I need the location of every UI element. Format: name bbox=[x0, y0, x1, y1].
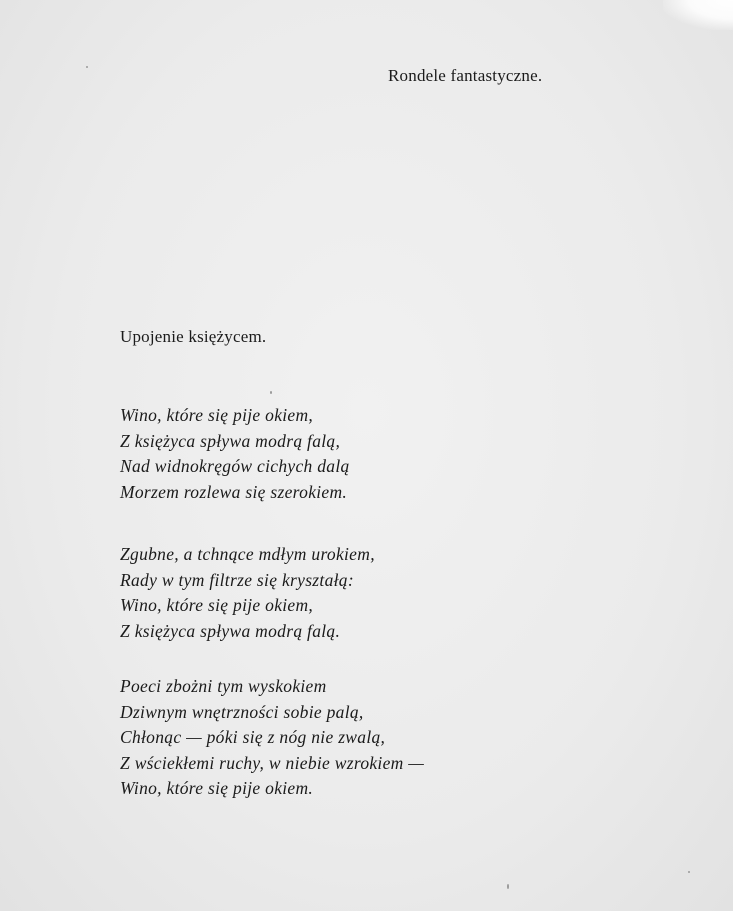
verse-line: Nad widnokręgów cichych dalą bbox=[120, 456, 350, 476]
verse-line: Wino, które się pije okiem, bbox=[120, 405, 314, 425]
paper-speck bbox=[270, 391, 272, 394]
verse-line: Z księżyca spływa modrą falą. bbox=[120, 620, 341, 641]
paper-speck bbox=[688, 871, 690, 873]
poem-title: Upojenie księżycem. bbox=[120, 327, 267, 346]
verse-line: Zgubne, a tchnące mdłym urokiem, bbox=[120, 544, 375, 564]
verse-line: Dziwnym wnętrzności sobie palą, bbox=[120, 701, 364, 722]
verse-line: Z wściekłemi ruchy, w niebie wzrokiem — bbox=[120, 752, 425, 773]
running-head: Rondele fantastyczne. bbox=[388, 66, 543, 85]
stanza-1 bbox=[120, 403, 350, 505]
page-corner-highlight bbox=[663, 0, 733, 30]
paper-speck bbox=[86, 66, 88, 68]
verse-line: Rady w tym filtrze się kryształą: bbox=[120, 569, 354, 590]
stanza-3 bbox=[120, 674, 424, 802]
verse-line: Morzem rozlewa się szerokiem. bbox=[120, 481, 348, 502]
paper-speck bbox=[507, 884, 509, 889]
verse-line: Wino, które się pije okiem. bbox=[120, 778, 314, 798]
verse-line: Chłonąc — póki się z nóg nie zwalą, bbox=[120, 727, 386, 747]
verse-line: Z księżyca spływa modrą falą, bbox=[120, 430, 341, 451]
verse-line: Poeci zbożni tym wyskokiem bbox=[120, 676, 327, 696]
verse-line: Wino, które się pije okiem, bbox=[120, 595, 314, 615]
stanza-2 bbox=[120, 542, 375, 644]
